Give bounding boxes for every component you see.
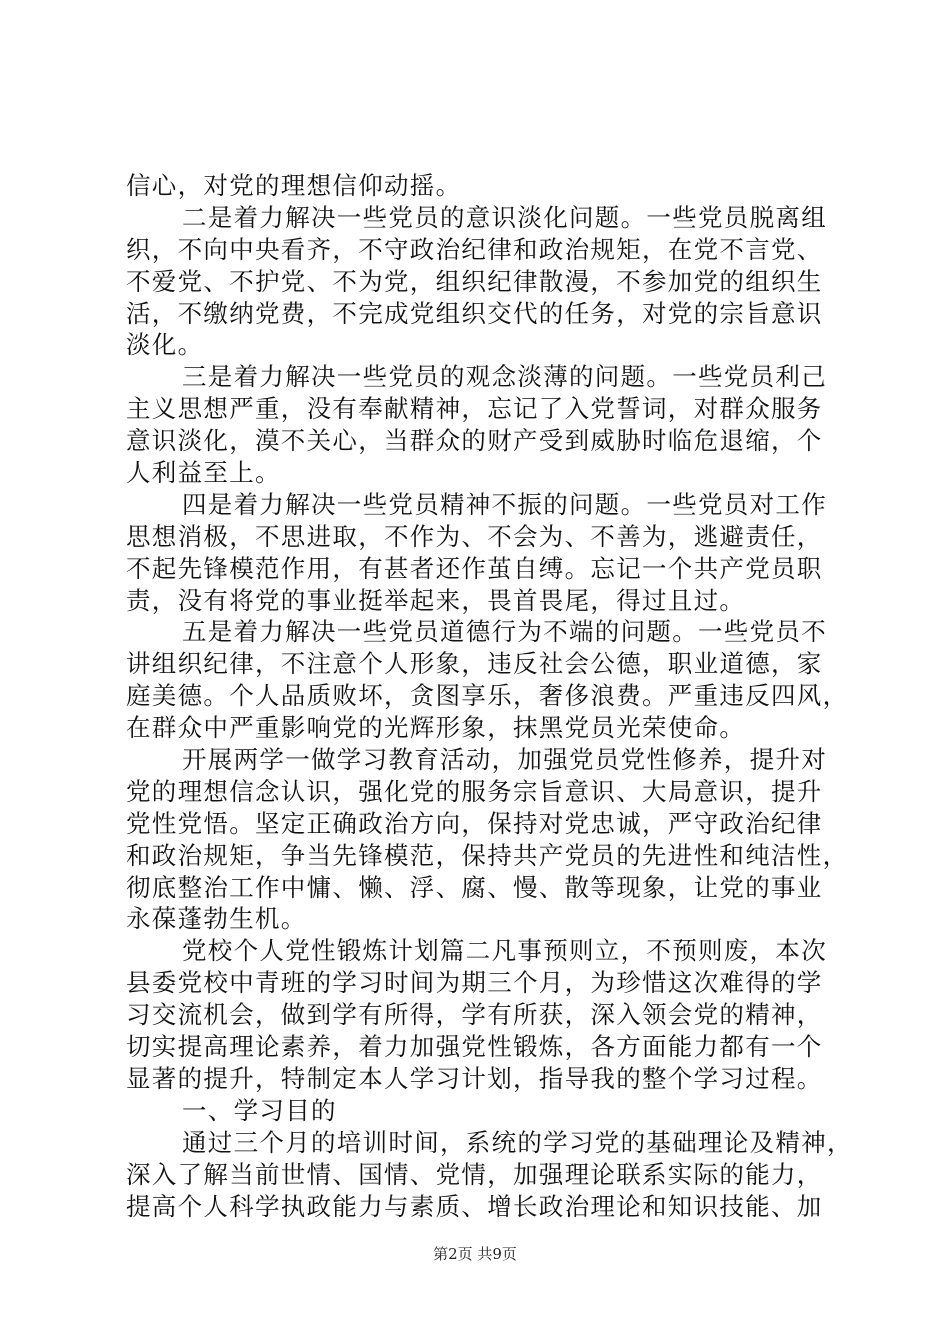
paragraph-start-line: 二是着力解决一些党员的意识淡化问题。一些党员脱离组 — [182, 202, 827, 232]
paragraph-start-line: 开展两学一做学习教育活动，加强党员党性修养，提升对 — [182, 745, 827, 775]
text-line: 人利益至上。 — [126, 458, 281, 488]
document-body — [126, 170, 853, 1222]
text-line: 责，没有将党的事业挺举起来，畏首畏尾，得过且过。 — [126, 585, 746, 615]
text-line: 织，不向中央看齐，不守政治纪律和政治规矩，在党不言党、 — [126, 234, 823, 264]
text-line: 党的理想信念认识，强化党的服务宗旨意识、大局意识，提升 — [126, 776, 823, 806]
paragraph-start-line: 党校个人党性锻炼计划篇二凡事预则立，不预则废，本次 — [182, 936, 827, 966]
paragraph-start-line: 五是着力解决一些党员道德行为不端的问题。一些党员不 — [182, 617, 827, 647]
text-line: 讲组织纪律，不注意个人形象，违反社会公德，职业道德，家 — [126, 649, 823, 679]
paragraph-start-line: 四是着力解决一些党员精神不振的问题。一些党员对工作 — [182, 489, 827, 519]
text-line: 党性党悟。坚定正确政治方向，保持对党忠诚，严守政治纪律 — [126, 808, 823, 838]
text-line: 淡化。 — [126, 330, 204, 360]
text-line: 彻底整治工作中慵、懒、浮、腐、慢、散等现象，让党的事业 — [126, 872, 823, 902]
text-line: 县委党校中青班的学习时间为期三个月，为珍惜这次难得的学 — [126, 968, 823, 998]
text-line: 信心，对党的理想信仰动摇。 — [126, 171, 462, 200]
text-line: 提高个人科学执政能力与素质、增长政治理论和知识技能、加 — [126, 1191, 823, 1221]
text-line: 显著的提升，特制定本人学习计划，指导我的整个学习过程。 — [126, 1063, 823, 1093]
paragraph-start-line: 三是着力解决一些党员的观念淡薄的问题。一些党员利己 — [182, 362, 827, 392]
text-line: 和政治规矩，争当先锋模范，保持共产党员的先进性和纯洁性， — [126, 840, 849, 870]
text-line: 意识淡化，漠不关心，当群众的财产受到威胁时临危退缩，个 — [126, 426, 823, 456]
text-line: 主义思想严重，没有奉献精神，忘记了入党誓词，对群众服务 — [126, 394, 823, 424]
text-line: 切实提高理论素养，着力加强党性锻炼，各方面能力都有一个 — [126, 1032, 823, 1062]
text-line: 在群众中严重影响党的光辉形象，抹黑党员光荣使命。 — [126, 713, 746, 743]
text-line: 永葆蓬勃生机。 — [126, 904, 307, 934]
text-line: 庭美德。个人品质败坏，贪图享乐，奢侈浪费。严重违反四风， — [126, 681, 849, 711]
text-line: 不爱党、不护党、不为党，组织纪律散漫，不参加党的组织生 — [126, 266, 823, 296]
page-number-footer: 第2页 共9页 — [433, 1245, 517, 1263]
text-line: 思想消极，不思进取，不作为、不会为、不善为，逃避责任， — [126, 521, 823, 551]
section-heading: 一、学习目的 — [182, 1095, 337, 1125]
text-line: 活，不缴纳党费，不完成党组织交代的任务，对党的宗旨意识 — [126, 298, 823, 328]
text-line: 不起先锋模范作用，有甚者还作茧自缚。忘记一个共产党员职 — [126, 553, 823, 583]
paragraph-start-line: 通过三个月的培训时间，系统的学习党的基础理论及精神， — [182, 1127, 853, 1157]
text-line: 深入了解当前世情、国情、党情，加强理论联系实际的能力， — [126, 1159, 823, 1189]
text-line: 习交流机会，做到学有所得，学有所获，深入领会党的精神， — [126, 1000, 823, 1030]
